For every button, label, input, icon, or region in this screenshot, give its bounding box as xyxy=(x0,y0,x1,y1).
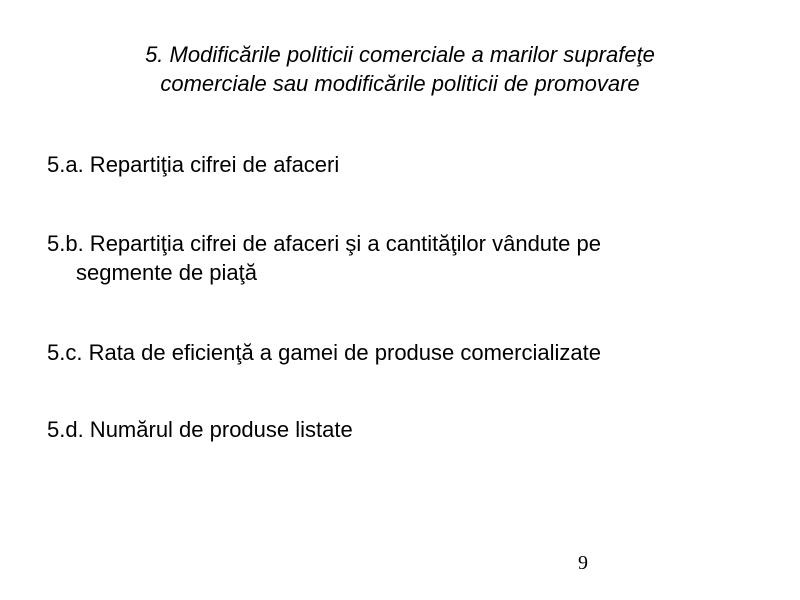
list-item-5a xyxy=(47,150,747,179)
list-item-text: 5.a. Repartiţia cifrei de afaceri xyxy=(47,152,340,177)
list-item-5b xyxy=(47,229,747,287)
list-item-text-continuation: segmente de piaţă xyxy=(76,260,258,285)
list-item-5c xyxy=(47,338,747,367)
slide-title-line-2: comerciale sau modificările politicii de promovare xyxy=(160,71,640,96)
page-number: 9 xyxy=(578,552,588,574)
list-item-text: 5.d. Numărul de produse listate xyxy=(47,417,353,442)
slide-title-line-1: 5. Modificările politicii comerciale a marilor suprafeţe xyxy=(145,42,655,67)
list-item-text: 5.b. Repartiţia cifrei de afaceri şi a cantităţilor vândute pe xyxy=(47,231,601,256)
list-item-5d xyxy=(47,415,747,444)
slide-title xyxy=(60,40,740,98)
list-item-text: 5.c. Rata de eficienţă a gamei de produse comercializate xyxy=(47,340,601,365)
